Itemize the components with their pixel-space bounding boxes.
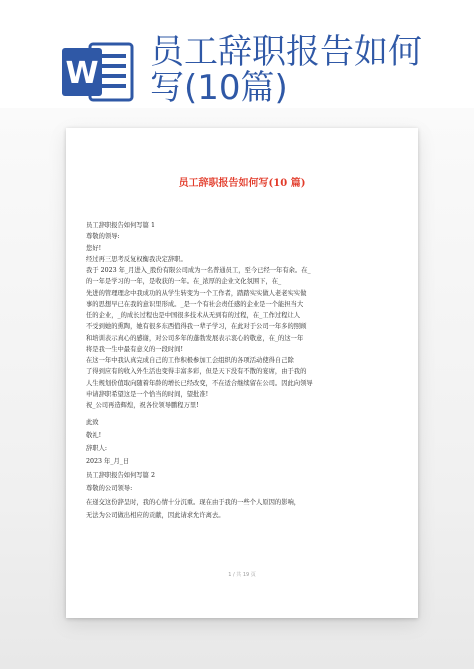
- doc-line: 先进的管理理念中我成功的从学生转变为一个工作者，踏踏实实做人老老实实做: [86, 290, 307, 297]
- document-title: 员工辞职报告如何写(10 篇): [178, 178, 306, 189]
- doc-line: 将是我一生中最有意义的一段时间!: [86, 346, 183, 353]
- doc-line: 事的思想早已在我的意识里形成。_是一个有社会责任感的企业是一个能担当大: [86, 301, 304, 308]
- header-banner: [0, 0, 474, 108]
- doc-line: 了得到应有的收入外生活也变得丰富多彩，但是天下没有不散的宴席，由于我的: [86, 368, 307, 375]
- page-footer: 1 / 共 19 页: [228, 572, 256, 578]
- doc-line: 员工辞职报告如何写篇 1: [86, 222, 155, 229]
- doc-line: 尊敬的公司领导:: [86, 485, 133, 492]
- doc-line: 员工辞职报告如何写篇 2: [86, 472, 155, 479]
- doc-line: 我于 2023 年_月进入_股份有限公司成为一名普通员工，至今已经一年有余。在_: [86, 267, 311, 274]
- doc-line: 2023 年_月_日: [86, 458, 130, 465]
- doc-line: 此致: [86, 419, 99, 426]
- word-doc-icon: [62, 42, 134, 102]
- doc-line: 申请辞职希望这是一个恰当的时间，望批准!: [86, 391, 209, 398]
- doc-line: 在递交这份辞呈时，我的心情十分沉重。现在由于我的一些个人原因的影响，: [86, 499, 301, 506]
- doc-line: 经过再三思考反复权衡我决定辞职。: [86, 256, 187, 263]
- doc-line: 和培训表示真心的感谢，对公司多年的蓬勃发展表示衷心的敬意，在_的这一年: [86, 335, 304, 342]
- page-title-line-1: 员工辞职报告如何: [150, 32, 422, 72]
- word-icon-letter: W: [65, 56, 99, 91]
- doc-line: 敬礼!: [86, 432, 102, 439]
- doc-line: 您好!: [86, 245, 102, 252]
- document-page: [66, 128, 418, 618]
- doc-line: 任的企业，_的成长过程也是中国很多技术从无到有的过程，在_工作过程让人: [86, 312, 301, 319]
- doc-line: 不受到她的熏陶，她有很多东西值得我一辈子学习，在此对于公司一年多的照顾: [86, 323, 307, 330]
- doc-line: 尊敬的领导:: [86, 233, 120, 240]
- doc-line: 无法为公司做出相应的贡献，因此请求允许离去。: [86, 512, 225, 519]
- doc-line: 的一年是学习的一年，是收获的一年。在_浓厚的企业文化氛围下，在_: [86, 278, 282, 285]
- page-title-line-2: 写(10篇): [150, 68, 288, 108]
- doc-line: 辞职人:: [86, 445, 108, 452]
- doc-line: 祝_公司再造辉煌，祝各位领导鹏程万里!: [86, 402, 199, 409]
- doc-line: 在这一年中我认真完成自己的工作积极参加工会组织的各项活动使得自己除: [86, 357, 294, 364]
- doc-line: 人生规划价值取向随着年龄的增长已经改变，不在适合继续留在公司。因此向领导: [86, 380, 313, 387]
